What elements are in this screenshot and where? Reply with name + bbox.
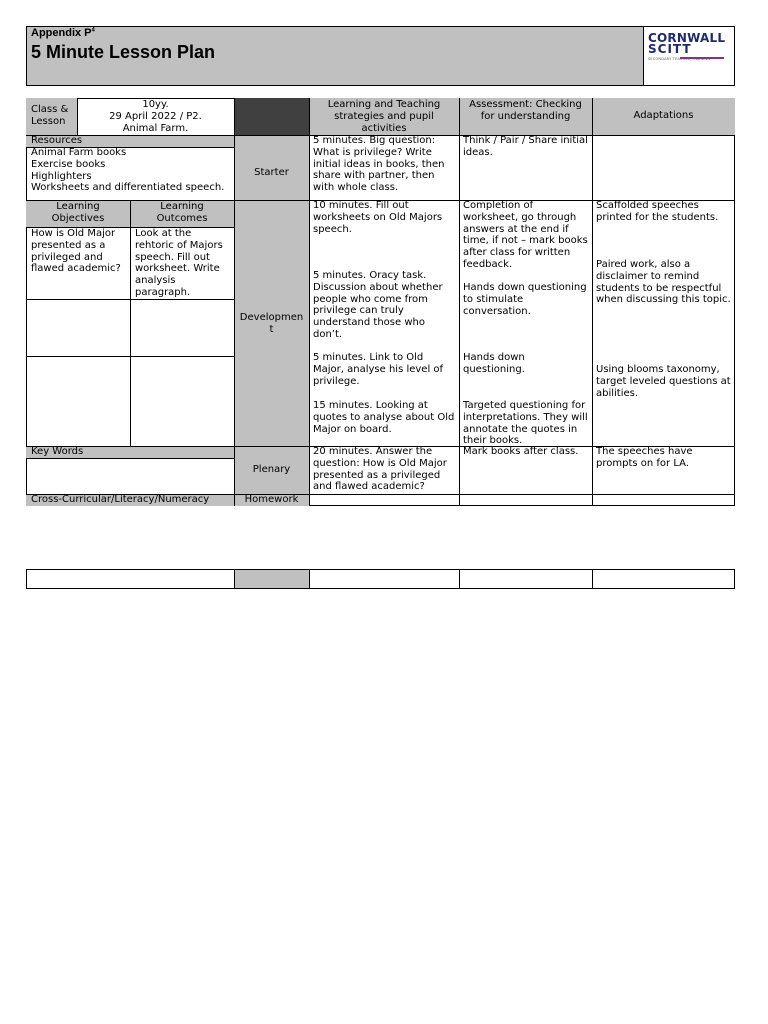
crosscurricular-label: Cross-Curricular/Literacy/Numeracy bbox=[31, 494, 210, 505]
development-assessment-4: Targeted questioning for interpretations. They will annotate the quotes in their books. bbox=[463, 400, 588, 447]
column-assessment: Assessment: Checking for understanding bbox=[469, 99, 582, 122]
stage-development: Developmen t bbox=[239, 312, 304, 335]
plenary-assessment: Mark books after class. bbox=[463, 446, 579, 457]
learning-outcome-1: Look at the rehtoric of Majors speech. Fill out worksheet. Write analysis paragraph. bbox=[135, 228, 223, 298]
development-activity-4: 15 minutes. Looking at quotes to analyse about Old Major on board. bbox=[313, 400, 455, 435]
resources-list: Animal Farm books Exercise books Highlighters Worksheets and differentiated speech. bbox=[31, 147, 225, 194]
development-adaptation-2: Paired work, also a disclaimer to remind students to be respectful when discussing this topic. bbox=[596, 259, 731, 306]
development-adaptation-1: Scaffolded speeches printed for the students. bbox=[596, 200, 719, 223]
stage-plenary: Plenary bbox=[252, 464, 291, 475]
outcomes-label: Learning Outcomes bbox=[156, 201, 208, 224]
resources-label: Resources bbox=[31, 135, 83, 146]
objectives-label: Learning Objectives bbox=[51, 201, 105, 224]
logo-line-1: CORNWALL bbox=[648, 31, 726, 45]
appendix-label: Appendix $P^4$ bbox=[31, 27, 95, 39]
plenary-adaptation: The speeches have prompts on for LA. bbox=[596, 446, 693, 469]
learning-objective-1: How is Old Major presented as a privileged and flawed academic? bbox=[31, 228, 121, 275]
development-activity-2: 5 minutes. Oracy task. Discussion about whether people who come from privilege can truly understand those who don’t. bbox=[313, 270, 443, 340]
stage-homework: Homework bbox=[244, 494, 299, 505]
stage-starter: Starter bbox=[254, 167, 289, 178]
development-activity-3: 5 minutes. Link to Old Major, analyse his level of privilege. bbox=[313, 352, 444, 387]
column-learning-teaching: Learning and Teaching strategies and pupil activities bbox=[327, 99, 441, 134]
logo-area bbox=[643, 26, 735, 86]
starter-activity: 5 minutes. Big question: What is privilege? Write initial ideas in books, then share with partner, then with whole class. bbox=[313, 135, 445, 194]
development-assessment-2: Hands down questioning to stimulate conversation. bbox=[463, 282, 587, 317]
page-title: 5 Minute Lesson Plan bbox=[31, 42, 216, 62]
development-assessment-1: Completion of worksheet, go through answers at the end if time, if not – mark books after class for written feedback. bbox=[463, 200, 588, 270]
development-assessment-3: Hands down questioning. bbox=[463, 352, 525, 375]
development-activity-1: 10 minutes. Fill out worksheets on Old Majors speech. bbox=[313, 200, 443, 235]
logo-subtitle: SECONDARY TEACHER TRAINING bbox=[648, 57, 711, 61]
header-stage-cell bbox=[234, 98, 309, 135]
continuation-row bbox=[26, 569, 735, 589]
keywords-label: Key Words bbox=[31, 446, 84, 457]
class-label: Class & Lesson bbox=[31, 104, 69, 127]
logo-line-2: SCITT bbox=[648, 42, 692, 56]
class-value: 10yy. 29 April 2022 / P2. Animal Farm. bbox=[109, 99, 202, 134]
starter-assessment: Think / Pair / Share initial ideas. bbox=[463, 135, 588, 158]
plenary-activity: 20 minutes. Answer the question: How is Old Major presented as a privileged and flawed academic? bbox=[313, 446, 447, 493]
continuation-stage-cell bbox=[234, 570, 309, 588]
column-adaptations: Adaptations bbox=[633, 110, 694, 121]
development-adaptation-3: Using blooms taxonomy, target leveled questions at abilities. bbox=[596, 364, 731, 399]
